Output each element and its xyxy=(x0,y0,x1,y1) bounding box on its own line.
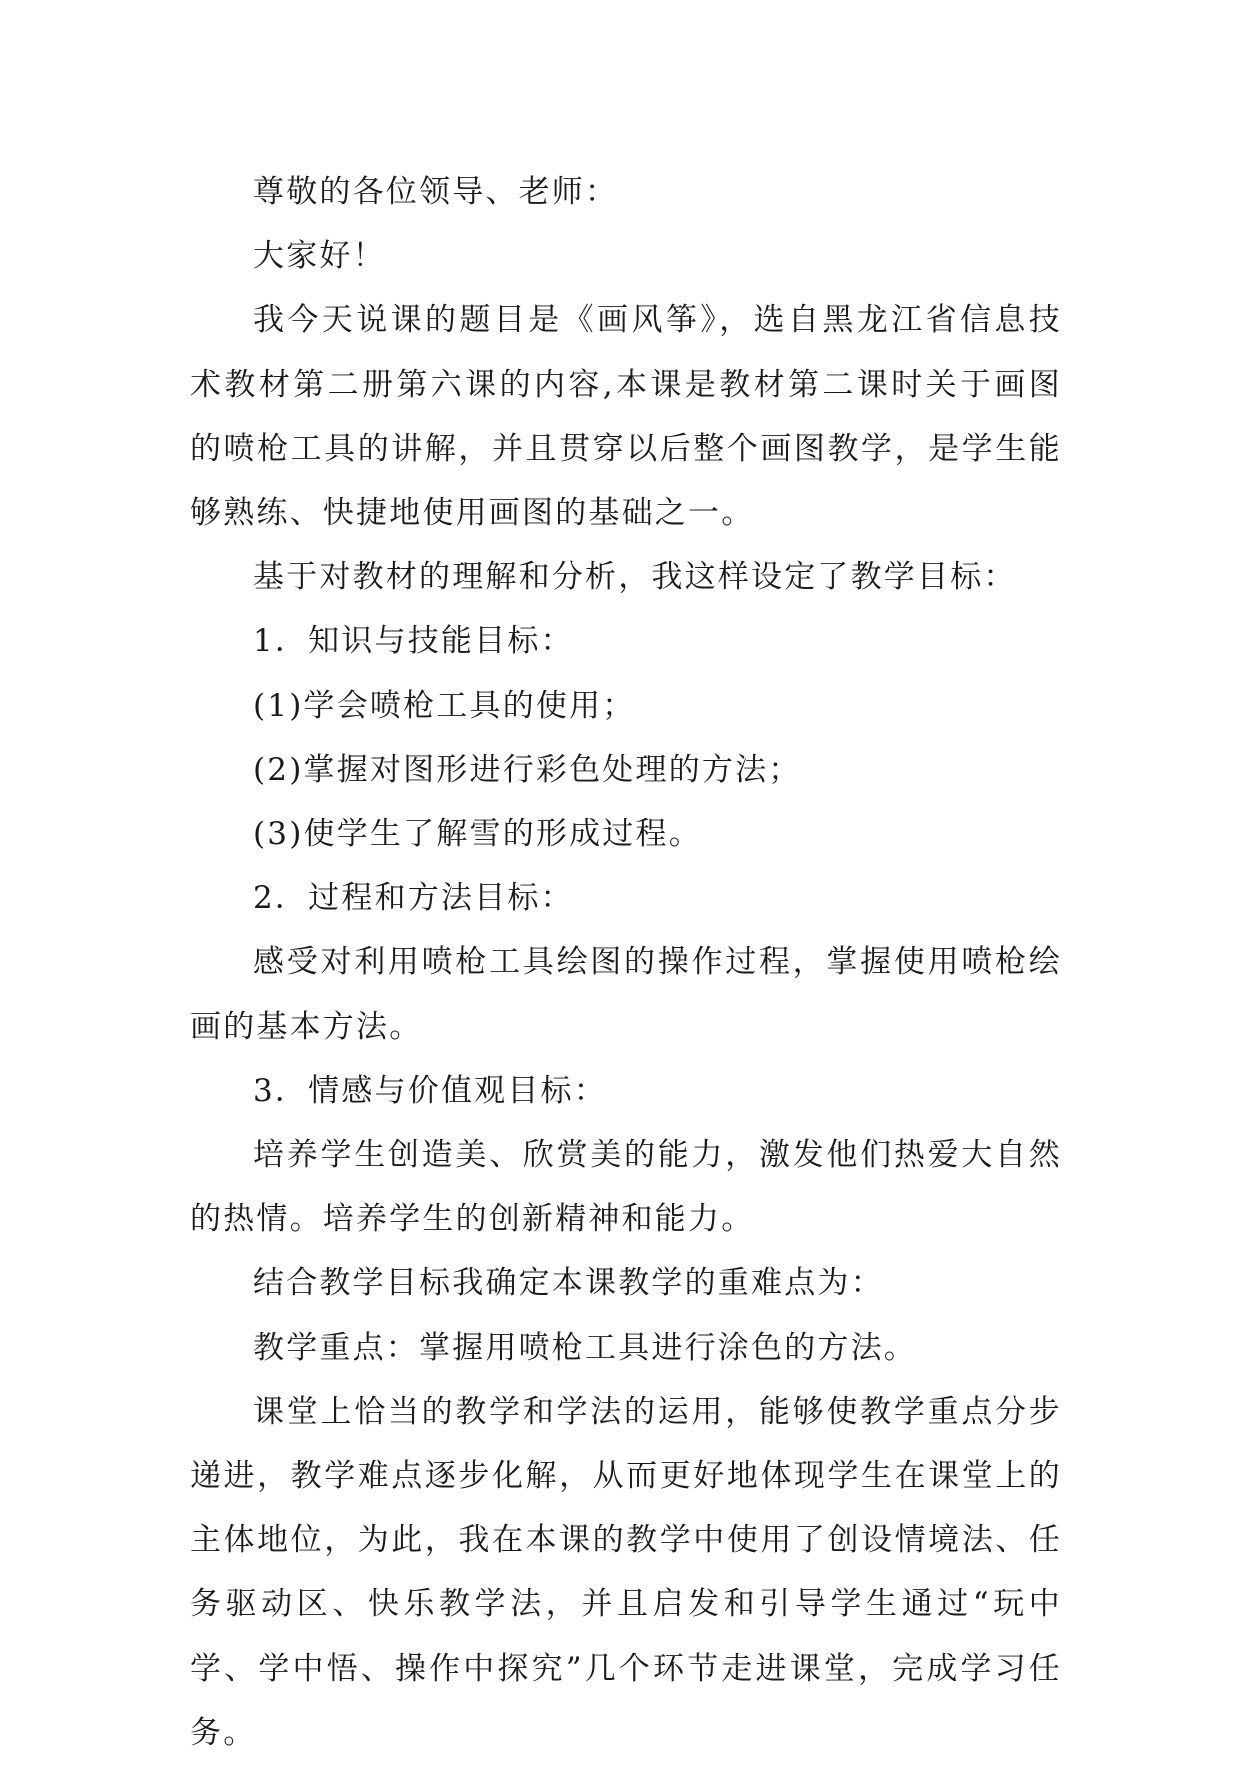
document-body xyxy=(190,160,1062,1765)
greeting-line: 尊敬的各位领导、老师： xyxy=(253,174,619,210)
objective-item-3: (3)使学生了解雪的形成过程。 xyxy=(253,816,702,853)
objective-heading-knowledge: 1．知识与技能目标： xyxy=(253,623,574,660)
objective-heading-values: 3．情感与价值观目标： xyxy=(253,1072,607,1109)
key-points-intro: 结合教学目标我确定本课教学的重难点为： xyxy=(253,1265,884,1302)
objective-heading-process: 2．过程和方法目标： xyxy=(253,880,574,917)
objective-item-2: (2)掌握对图形进行彩色处理的方法； xyxy=(253,751,802,788)
intro-paragraph: 我今天说课的题目是《画风筝》，选自黑龙江省信息技术教材第二册第六课的内容,本课是教材第二课时关于画图的喷枪工具的讲解，并且贯穿以后整个画图教学，是学生能够熟练、快捷地使用画图的基础之一。 xyxy=(190,302,1062,532)
process-paragraph: 感受对利用喷枪工具绘图的操作过程，掌握使用喷枪绘画的基本方法。 xyxy=(190,944,1062,1045)
methods-paragraph: 课堂上恰当的教学和学法的运用，能够使教学重点分步递进，教学难点逐步化解，从而更好地体现学生在课堂上的主体地位，为此，我在本课的教学中使用了创设情境法、任务驱动区、快乐教学法，并且启发和引导学生通过“玩中学、学中悟、操作中探究”几个环节走进课堂，完成学习任务。 xyxy=(190,1393,1062,1751)
salutation-line: 大家好！ xyxy=(253,238,386,275)
objective-item-1: (1)学会喷枪工具的使用； xyxy=(253,687,636,724)
values-paragraph: 培养学生创造美、欣赏美的能力，激发他们热爱大自然的热情。培养学生的创新精神和能力。 xyxy=(190,1137,1062,1238)
objectives-intro: 基于对教材的理解和分析，我这样设定了教学目标： xyxy=(253,559,1017,596)
teaching-focus: 教学重点：掌握用喷枪工具进行涂色的方法。 xyxy=(253,1329,917,1366)
